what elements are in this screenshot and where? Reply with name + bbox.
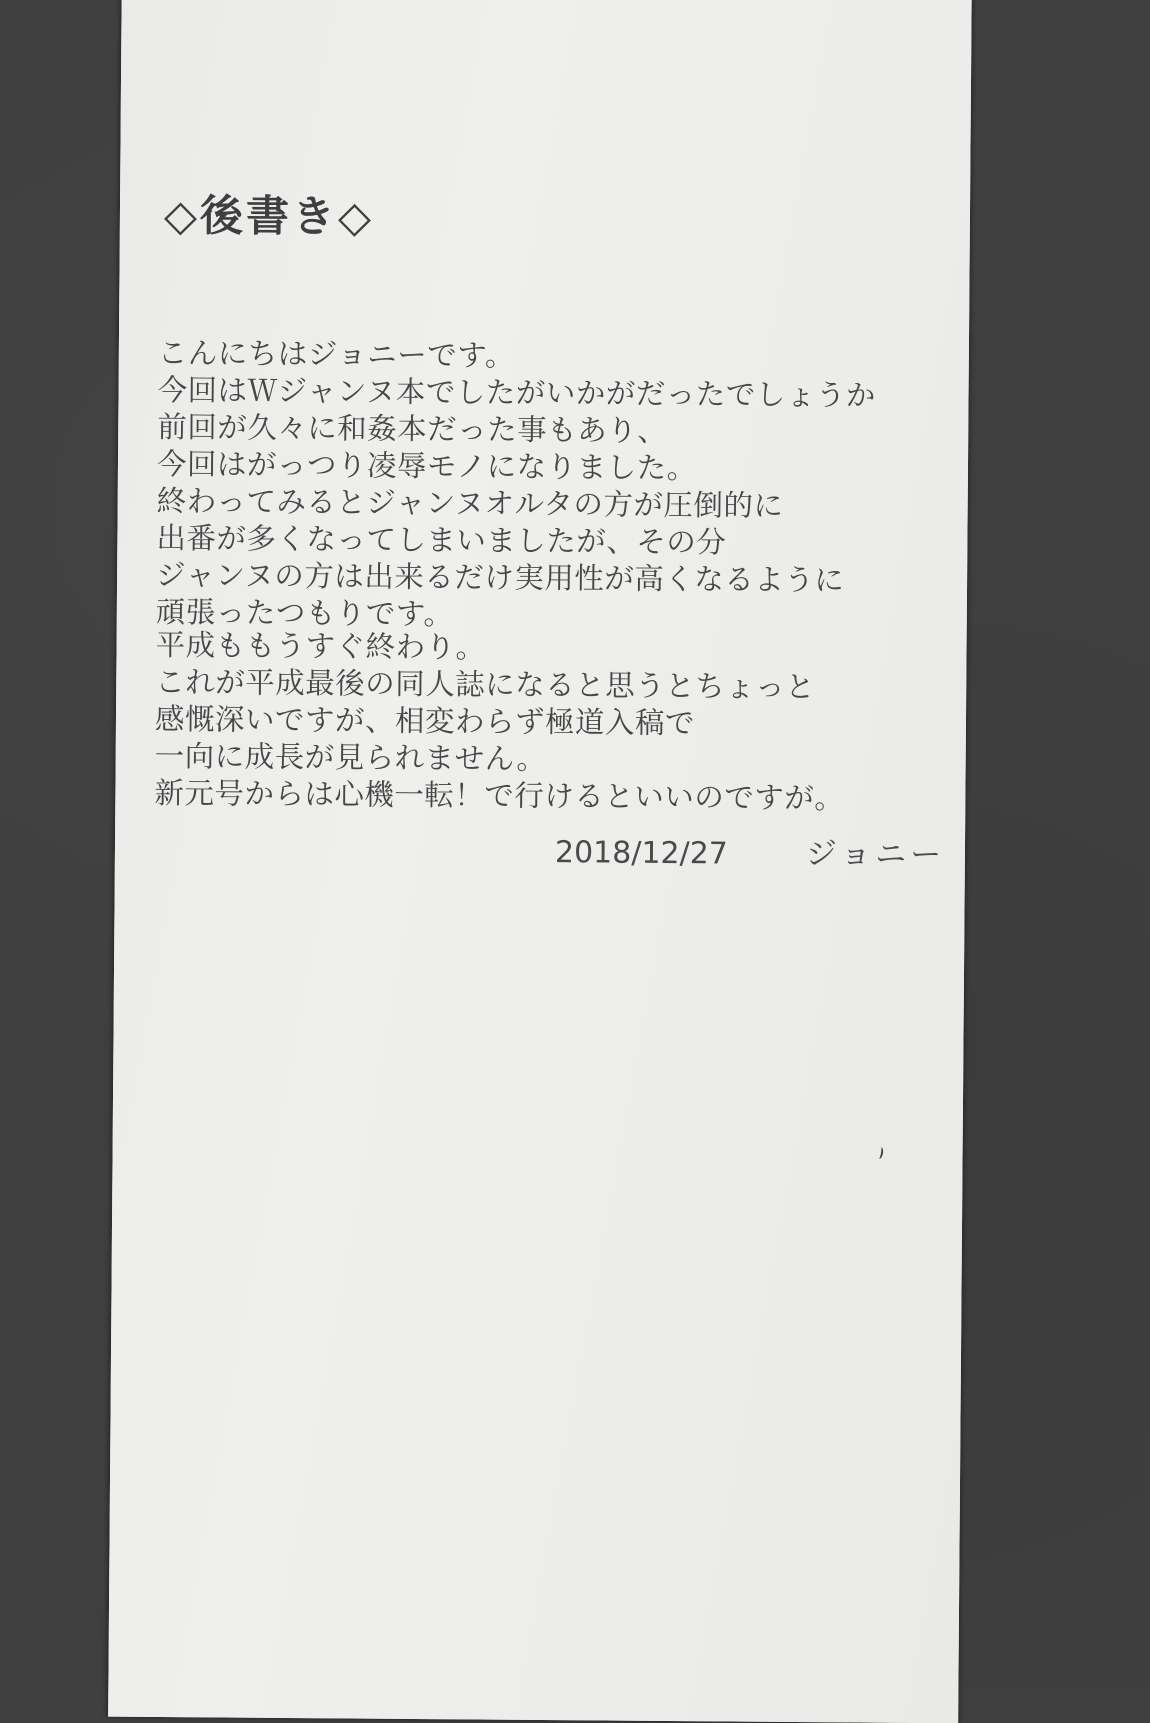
paragraph-line: 感慨深いですが、相変わらず極道入稿で <box>154 701 696 741</box>
paragraph-line: 新元号からは心機一転！で行けるといいのですが。 <box>154 775 845 816</box>
paragraph-line: 頑張ったつもりです。 <box>155 594 454 632</box>
paragraph-line: 終わってみるとジャンヌオルタの方が圧倒的に <box>156 483 784 523</box>
signature-line <box>555 826 946 874</box>
paper-page <box>108 0 972 1723</box>
afterword-paragraph-2 <box>154 627 845 817</box>
paragraph-line: 今回はＷジャンヌ本でしたがいかがだったでしょうか <box>157 372 876 413</box>
paragraph-line: こんにちはジョニーです。 <box>157 335 516 373</box>
paragraph-line: これが平成最後の同人誌になると思うとちょっと <box>155 664 816 705</box>
afterword-title: ◇後書き◇ <box>163 191 375 243</box>
paragraph-line: 前回が久々に和姦本だった事もあり、 <box>157 409 668 448</box>
paragraph-line: 出番が多くなってしまいましたが、その分 <box>156 520 727 560</box>
publish-date: 2018/12/27 <box>554 835 728 872</box>
afterword-paragraph-1 <box>156 335 877 637</box>
paragraph-line: ジャンヌの方は出来るだけ実用性が高くなるように <box>155 557 845 598</box>
paragraph-line: 今回はがっつり凌辱モノになりました。 <box>156 446 697 486</box>
paragraph-line: 一向に成長が見られません。 <box>154 738 547 777</box>
paragraph-line: 平成ももうすぐ終わり。 <box>155 627 486 665</box>
author-name: ジョニー <box>805 836 946 874</box>
